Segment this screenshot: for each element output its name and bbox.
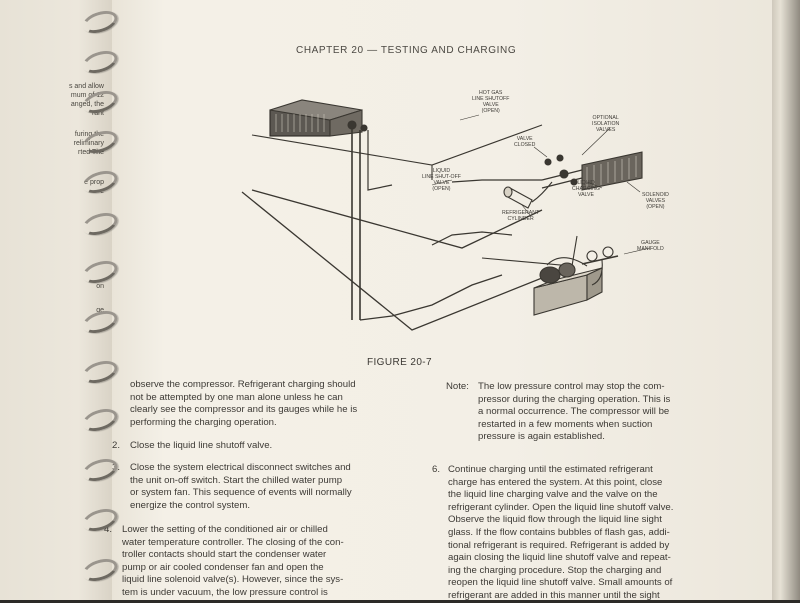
step-2-text [130,440,272,453]
text-line: reopen the liquid line shutoff valve. Small amounts of [448,577,673,589]
step-number: 3. [112,462,121,473]
label-solenoid-valves: SOLENOID VALVES (OPEN) [642,192,669,210]
facing-text: rted The [78,149,104,156]
charging-setup-drawing [242,70,702,370]
text-line: pressor during the charging operation. This is [478,393,671,405]
text-line: Close the system electrical disconnect switches and [130,462,351,473]
figure-20-7-illustration [242,70,702,370]
label-refrigerant-cylinder: REFRIGERANT CYLINDER [502,210,540,222]
text-line: not be attempted by one man alone unless he can [130,391,343,403]
text-line: energize the control system. [130,499,250,511]
text-line: the unit on-off switch. Start the chilled water pump [130,474,343,486]
label-isolation-valves: OPTIONAL ISOLATION VALVES [592,115,620,133]
facing-text: ge [96,307,104,314]
text-line: liquid line solenoid valve(s). However, since the sys- [122,574,344,586]
step-6-text [448,464,673,603]
text-line: refrigerant cylinder. Open the liquid line shutoff valve. [448,501,674,513]
page-edge [772,0,800,600]
facing-text: furing the [74,131,104,138]
facing-text: rant [91,110,104,117]
step-3-text [130,462,352,512]
facing-page [0,0,112,600]
facing-text: on [96,283,104,290]
step-4-text [122,524,344,600]
text-line: charge has entered the system. At this point, close [448,476,663,488]
text-line: observe the compressor. Refrigerant charging should [130,379,356,390]
text-line: restarted in a few moments when suction [478,418,653,430]
manual-page [104,0,772,601]
step-number: 2. [112,440,121,451]
text-line: a normal occurrence. The compressor will be [478,406,670,418]
text-line: water temperature controller. The closing of the con- [122,536,344,548]
facing-text: e [100,188,104,195]
label-gauge-manifold: GAUGE MANIFOLD [637,240,664,252]
note-text [478,381,670,444]
label-hot-gas-valve: HOT GAS LINE SHUTOFF VALVE (OPEN) [472,90,510,114]
text-line: Continue charging until the estimated refrigerant [448,464,653,475]
text-line: tem is under vacuum, the low pressure control is [122,586,328,598]
text-line: the liquid line charging valve and the valve on the [448,489,658,501]
text-line: tional refrigerant is required. Refrigerant is added by [448,539,670,551]
text-line: or system fan. This sequence of events will normally [130,487,352,499]
text-line: Lower the setting of the conditioned air or chilled [122,524,328,535]
text-line: pressure is again established. [478,431,605,443]
text-line: again closing the liquid line shutoff valve and repeat- [448,552,671,564]
text-line: pump or air cooled condenser fan and open the [122,561,324,573]
text-line: performing the charging operation. [130,416,277,428]
text-line: Close the liquid line shutoff valve. [130,440,273,451]
text-line: The low pressure control may stop the com- [478,381,665,392]
label-liquid-charging-valve: LIQUID CHARGING VALVE [572,180,600,198]
facing-text: anged, the [70,101,104,108]
facing-text: s and allow [68,83,104,90]
facing-text: e prop [84,179,104,186]
text-line: troller contacts should start the condenser water [122,549,327,561]
figure-caption: FIGURE 20-7 [367,357,432,368]
paragraph-continued [130,379,357,429]
text-line: glass. If the flow contains bubbles of flash gas, addi- [448,526,670,538]
step-number: 4. [104,524,113,535]
text-line: refrigerant are added in this manner until the sight [448,589,660,601]
label-liquid-line-valve: LIQUID LINE SHUT-OFF VALVE (OPEN) [422,168,461,192]
text-line: ing the charging procedure. Stop the charging and [448,564,662,576]
note-label: Note: [446,381,469,392]
facing-text: mum of 12 [70,92,104,99]
text-line: Observe the liquid flow through the liquid line sight [448,514,662,526]
text-line: clearly see the compressor and its gauges while he is [130,404,358,416]
step-number: 6. [432,464,441,475]
chapter-header: CHAPTER 20 — TESTING AND CHARGING [296,45,517,56]
facing-text: reliminary [73,140,104,147]
label-valve-closed: VALVE CLOSED [514,136,536,148]
